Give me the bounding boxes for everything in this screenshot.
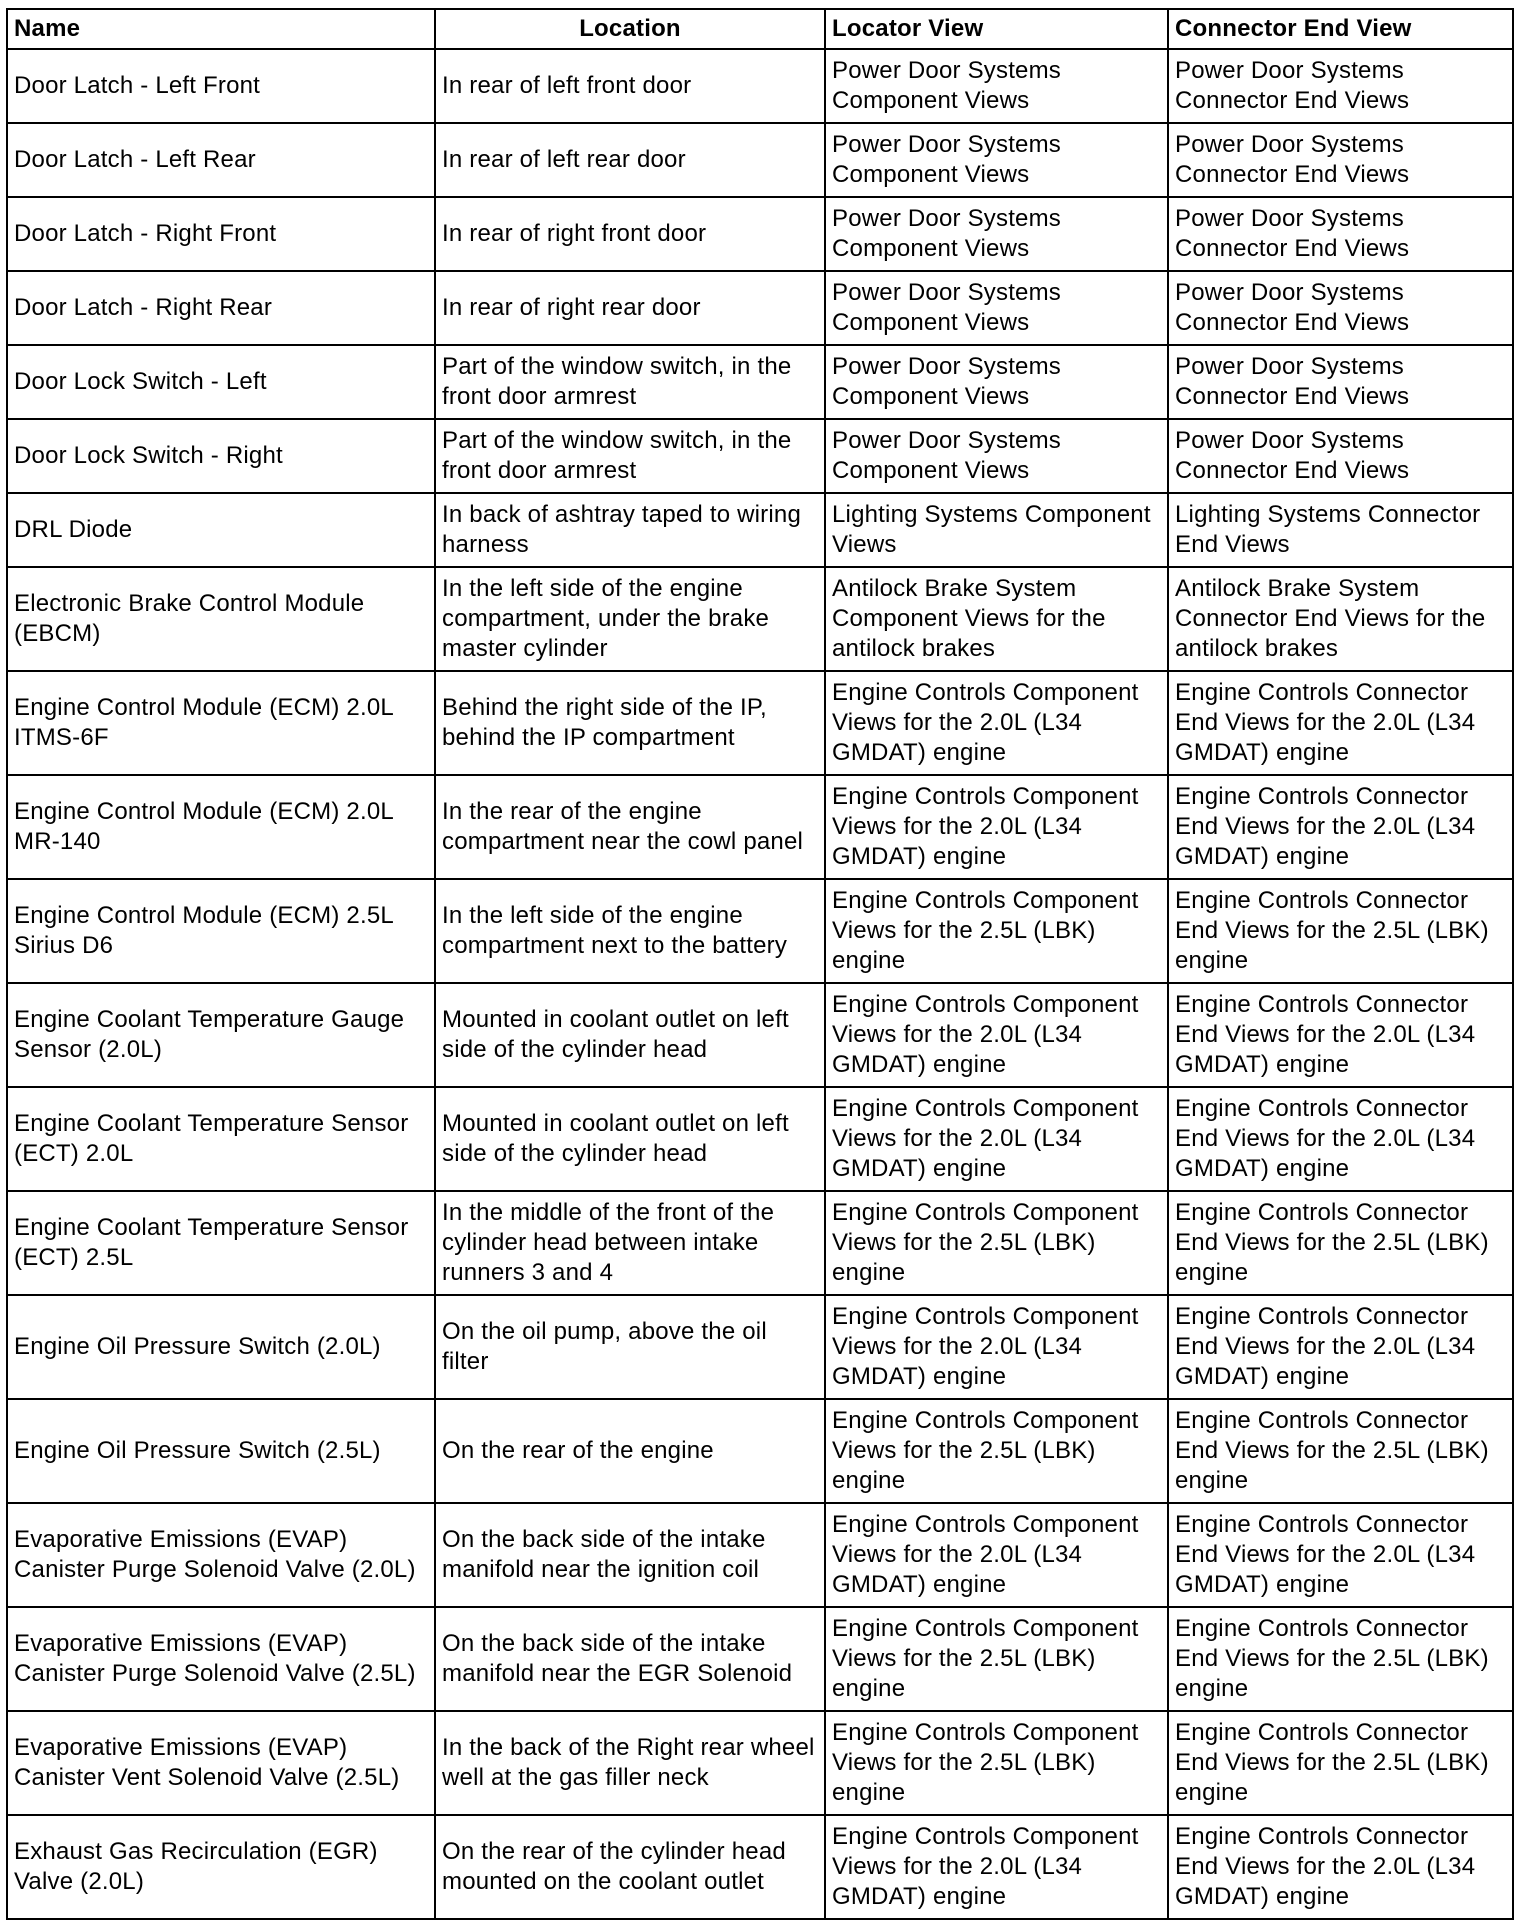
cell-connector-end-view: Power Door Systems Connector End Views bbox=[1168, 419, 1513, 493]
cell-connector-end-view: Power Door Systems Connector End Views bbox=[1168, 49, 1513, 123]
table-row bbox=[7, 419, 1513, 493]
table-row bbox=[7, 1711, 1513, 1815]
cell-location: On the rear of the engine bbox=[435, 1399, 825, 1503]
cell-connector-end-view: Power Door Systems Connector End Views bbox=[1168, 271, 1513, 345]
table-row bbox=[7, 1191, 1513, 1295]
cell-connector-end-view: Power Door Systems Connector End Views bbox=[1168, 345, 1513, 419]
cell-connector-end-view: Lighting Systems Connector End Views bbox=[1168, 493, 1513, 567]
table-row bbox=[7, 271, 1513, 345]
cell-location: In rear of left rear door bbox=[435, 123, 825, 197]
column-header-name: Name bbox=[7, 9, 435, 49]
cell-name: Engine Control Module (ECM) 2.5L Sirius D6 bbox=[7, 879, 435, 983]
cell-connector-end-view: Engine Controls Connector End Views for the 2.5L (LBK) engine bbox=[1168, 1711, 1513, 1815]
cell-locator-view: Power Door Systems Component Views bbox=[825, 197, 1168, 271]
cell-location: Behind the right side of the IP, behind the IP compartment bbox=[435, 671, 825, 775]
cell-locator-view: Engine Controls Component Views for the 2.5L (LBK) engine bbox=[825, 1399, 1168, 1503]
cell-connector-end-view: Engine Controls Connector End Views for the 2.5L (LBK) engine bbox=[1168, 1607, 1513, 1711]
cell-connector-end-view: Engine Controls Connector End Views for the 2.0L (L34 GMDAT) engine bbox=[1168, 1295, 1513, 1399]
cell-name: Electronic Brake Control Module (EBCM) bbox=[7, 567, 435, 671]
cell-locator-view: Engine Controls Component Views for the 2.5L (LBK) engine bbox=[825, 1711, 1168, 1815]
cell-name: Engine Control Module (ECM) 2.0L ITMS-6F bbox=[7, 671, 435, 775]
table-row bbox=[7, 197, 1513, 271]
cell-name: Door Latch - Right Rear bbox=[7, 271, 435, 345]
table-row bbox=[7, 1503, 1513, 1607]
cell-locator-view: Engine Controls Component Views for the 2.0L (L34 GMDAT) engine bbox=[825, 1295, 1168, 1399]
table-row bbox=[7, 879, 1513, 983]
cell-name: Evaporative Emissions (EVAP) Canister Purge Solenoid Valve (2.0L) bbox=[7, 1503, 435, 1607]
cell-connector-end-view: Engine Controls Connector End Views for the 2.0L (L34 GMDAT) engine bbox=[1168, 775, 1513, 879]
table-body bbox=[7, 49, 1513, 1919]
component-locator-sheet bbox=[6, 8, 1512, 1920]
cell-name: Engine Oil Pressure Switch (2.5L) bbox=[7, 1399, 435, 1503]
cell-locator-view: Engine Controls Component Views for the 2.5L (LBK) engine bbox=[825, 1191, 1168, 1295]
cell-locator-view: Power Door Systems Component Views bbox=[825, 345, 1168, 419]
table-header bbox=[7, 9, 1513, 49]
cell-connector-end-view: Engine Controls Connector End Views for the 2.5L (LBK) engine bbox=[1168, 1191, 1513, 1295]
cell-location: In the rear of the engine compartment near the cowl panel bbox=[435, 775, 825, 879]
table-row bbox=[7, 567, 1513, 671]
cell-locator-view: Engine Controls Component Views for the 2.0L (L34 GMDAT) engine bbox=[825, 1087, 1168, 1191]
cell-locator-view: Power Door Systems Component Views bbox=[825, 419, 1168, 493]
cell-location: In the back of the Right rear wheel well at the gas filler neck bbox=[435, 1711, 825, 1815]
cell-connector-end-view: Power Door Systems Connector End Views bbox=[1168, 123, 1513, 197]
table-row bbox=[7, 493, 1513, 567]
cell-locator-view: Engine Controls Component Views for the 2.0L (L34 GMDAT) engine bbox=[825, 671, 1168, 775]
header-row bbox=[7, 9, 1513, 49]
table-row bbox=[7, 123, 1513, 197]
cell-locator-view: Engine Controls Component Views for the 2.5L (LBK) engine bbox=[825, 1607, 1168, 1711]
cell-location: On the oil pump, above the oil filter bbox=[435, 1295, 825, 1399]
cell-location: Mounted in coolant outlet on left side of the cylinder head bbox=[435, 1087, 825, 1191]
cell-location: In the left side of the engine compartment, under the brake master cylinder bbox=[435, 567, 825, 671]
cell-name: Evaporative Emissions (EVAP) Canister Purge Solenoid Valve (2.5L) bbox=[7, 1607, 435, 1711]
cell-locator-view: Engine Controls Component Views for the 2.0L (L34 GMDAT) engine bbox=[825, 1815, 1168, 1919]
cell-location: In the left side of the engine compartment next to the battery bbox=[435, 879, 825, 983]
cell-connector-end-view: Antilock Brake System Connector End Views for the antilock brakes bbox=[1168, 567, 1513, 671]
column-header-location: Location bbox=[435, 9, 825, 49]
cell-locator-view: Lighting Systems Component Views bbox=[825, 493, 1168, 567]
cell-location: Part of the window switch, in the front door armrest bbox=[435, 345, 825, 419]
table-row bbox=[7, 1295, 1513, 1399]
cell-location: In rear of left front door bbox=[435, 49, 825, 123]
cell-location: In back of ashtray taped to wiring harness bbox=[435, 493, 825, 567]
table-row bbox=[7, 1815, 1513, 1919]
cell-name: Engine Coolant Temperature Sensor (ECT) 2.5L bbox=[7, 1191, 435, 1295]
cell-name: Engine Coolant Temperature Sensor (ECT) 2.0L bbox=[7, 1087, 435, 1191]
table-row bbox=[7, 1607, 1513, 1711]
table-row bbox=[7, 671, 1513, 775]
column-header-locator-view: Locator View bbox=[825, 9, 1168, 49]
cell-connector-end-view: Engine Controls Connector End Views for the 2.0L (L34 GMDAT) engine bbox=[1168, 1815, 1513, 1919]
table-row bbox=[7, 983, 1513, 1087]
cell-name: DRL Diode bbox=[7, 493, 435, 567]
cell-location: Part of the window switch, in the front door armrest bbox=[435, 419, 825, 493]
table-row bbox=[7, 1087, 1513, 1191]
cell-name: Evaporative Emissions (EVAP) Canister Vent Solenoid Valve (2.5L) bbox=[7, 1711, 435, 1815]
cell-name: Door Lock Switch - Left bbox=[7, 345, 435, 419]
cell-locator-view: Power Door Systems Component Views bbox=[825, 271, 1168, 345]
cell-locator-view: Antilock Brake System Component Views for the antilock brakes bbox=[825, 567, 1168, 671]
column-header-connector-end-view: Connector End View bbox=[1168, 9, 1513, 49]
table-row bbox=[7, 49, 1513, 123]
component-locator-table bbox=[6, 8, 1514, 1920]
cell-connector-end-view: Engine Controls Connector End Views for the 2.0L (L34 GMDAT) engine bbox=[1168, 671, 1513, 775]
table-row bbox=[7, 1399, 1513, 1503]
cell-connector-end-view: Engine Controls Connector End Views for the 2.5L (LBK) engine bbox=[1168, 1399, 1513, 1503]
table-row bbox=[7, 775, 1513, 879]
cell-name: Door Lock Switch - Right bbox=[7, 419, 435, 493]
cell-connector-end-view: Engine Controls Connector End Views for the 2.0L (L34 GMDAT) engine bbox=[1168, 1087, 1513, 1191]
cell-name: Door Latch - Left Rear bbox=[7, 123, 435, 197]
table-row bbox=[7, 345, 1513, 419]
cell-locator-view: Engine Controls Component Views for the 2.0L (L34 GMDAT) engine bbox=[825, 1503, 1168, 1607]
cell-locator-view: Engine Controls Component Views for the 2.0L (L34 GMDAT) engine bbox=[825, 775, 1168, 879]
cell-connector-end-view: Power Door Systems Connector End Views bbox=[1168, 197, 1513, 271]
cell-connector-end-view: Engine Controls Connector End Views for the 2.0L (L34 GMDAT) engine bbox=[1168, 983, 1513, 1087]
cell-location: Mounted in coolant outlet on left side of the cylinder head bbox=[435, 983, 825, 1087]
cell-location: On the rear of the cylinder head mounted on the coolant outlet bbox=[435, 1815, 825, 1919]
cell-location: In the middle of the front of the cylinder head between intake runners 3 and 4 bbox=[435, 1191, 825, 1295]
cell-name: Engine Oil Pressure Switch (2.0L) bbox=[7, 1295, 435, 1399]
cell-location: In rear of right rear door bbox=[435, 271, 825, 345]
cell-name: Door Latch - Left Front bbox=[7, 49, 435, 123]
cell-name: Exhaust Gas Recirculation (EGR) Valve (2.0L) bbox=[7, 1815, 435, 1919]
cell-location: On the back side of the intake manifold near the EGR Solenoid bbox=[435, 1607, 825, 1711]
cell-name: Engine Coolant Temperature Gauge Sensor (2.0L) bbox=[7, 983, 435, 1087]
cell-locator-view: Engine Controls Component Views for the 2.0L (L34 GMDAT) engine bbox=[825, 983, 1168, 1087]
cell-connector-end-view: Engine Controls Connector End Views for the 2.5L (LBK) engine bbox=[1168, 879, 1513, 983]
cell-name: Engine Control Module (ECM) 2.0L MR-140 bbox=[7, 775, 435, 879]
cell-connector-end-view: Engine Controls Connector End Views for the 2.0L (L34 GMDAT) engine bbox=[1168, 1503, 1513, 1607]
cell-locator-view: Power Door Systems Component Views bbox=[825, 49, 1168, 123]
cell-locator-view: Engine Controls Component Views for the 2.5L (LBK) engine bbox=[825, 879, 1168, 983]
cell-location: In rear of right front door bbox=[435, 197, 825, 271]
cell-name: Door Latch - Right Front bbox=[7, 197, 435, 271]
cell-locator-view: Power Door Systems Component Views bbox=[825, 123, 1168, 197]
cell-location: On the back side of the intake manifold near the ignition coil bbox=[435, 1503, 825, 1607]
